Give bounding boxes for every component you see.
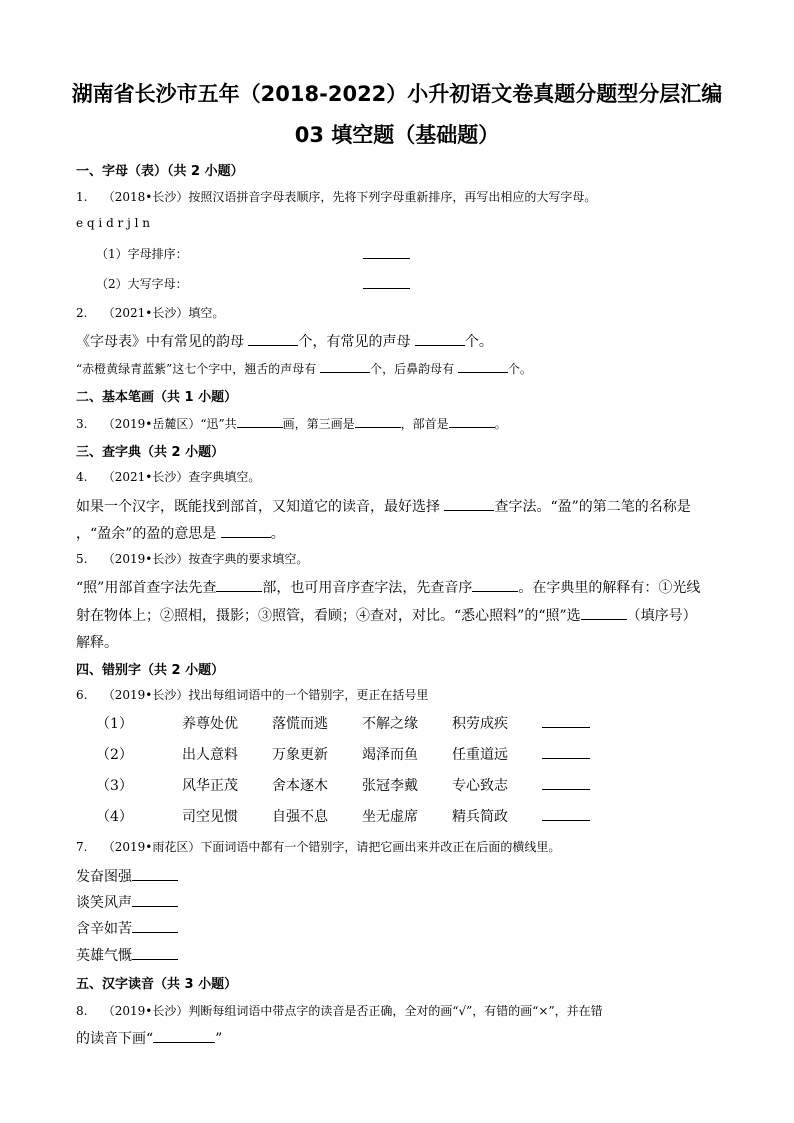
question-number: 4. xyxy=(76,470,88,484)
table-row xyxy=(96,738,590,769)
question-text: 找出每组词语中的一个错别字，更正在括号里 xyxy=(188,688,429,702)
table-row xyxy=(96,707,590,738)
text-segment: 个，后鼻韵母有 xyxy=(370,362,458,376)
section-heading-3: 三、查字典（共 2 小题） xyxy=(76,445,225,460)
text-segment: ，“盈余”的盈的意思是 xyxy=(76,526,221,542)
table-row xyxy=(96,769,590,800)
answer-blank[interactable] xyxy=(363,275,410,289)
word: 英雄气慨 xyxy=(76,948,132,964)
question-text: 填空。 xyxy=(188,306,225,320)
question-number: 2. xyxy=(76,306,88,320)
question-2-line-1 xyxy=(76,331,493,351)
question-source: （2021•长沙） xyxy=(102,306,189,320)
text-segment: 。 xyxy=(494,417,507,431)
text-segment: 画，第三画是 xyxy=(282,417,355,431)
question-source: （2019•长沙） xyxy=(102,688,189,702)
word: 万象更新 xyxy=(272,746,328,763)
answer-blank[interactable] xyxy=(581,606,627,620)
answer-blank[interactable] xyxy=(132,919,178,933)
text-segment: “照”用部首查字法先查 xyxy=(76,580,217,596)
text-segment: 的读音下画“ xyxy=(76,1031,154,1047)
answer-blank[interactable] xyxy=(542,714,590,728)
question-8 xyxy=(76,1002,603,1019)
text-segment: 《字母表》中有常见的韵母 xyxy=(76,334,249,350)
question-8-line-2 xyxy=(76,1028,222,1048)
question-1 xyxy=(76,188,596,205)
text-segment: 个，有常见的声母 xyxy=(298,334,415,350)
question-number: 8. xyxy=(76,1004,88,1018)
answer-blank[interactable] xyxy=(363,245,410,259)
question-text: 按照汉语拼音字母表顺序，先将下列字母重新排序，再写出相应的大写字母。 xyxy=(188,190,597,204)
word-item xyxy=(76,866,178,886)
row-number: （2） xyxy=(96,746,133,763)
word: 精兵简政 xyxy=(452,808,508,825)
word-groups-table xyxy=(96,707,590,831)
answer-blank[interactable] xyxy=(237,414,283,428)
row-number: （4） xyxy=(96,808,133,825)
word: 落慌而逃 xyxy=(272,715,328,732)
answer-blank[interactable] xyxy=(248,332,298,346)
question-source: （2019•雨花区） xyxy=(102,840,201,854)
word: 舍本逐木 xyxy=(272,777,328,794)
answer-blank[interactable] xyxy=(472,578,518,592)
section-heading-2: 二、基本笔画（共 1 小题） xyxy=(76,390,238,405)
answer-blank[interactable] xyxy=(449,414,495,428)
text-segment: 查字法。“盈”的第二笔的名称是 xyxy=(494,499,691,515)
text-segment: 。 xyxy=(270,526,285,542)
question-3 xyxy=(76,414,507,432)
page-title: 湖南省长沙市五年（2018-2022）小升初语文卷真题分题型分层汇编 xyxy=(71,82,723,106)
word: 积劳成疾 xyxy=(452,715,508,732)
text-segment: 。在字典里的解释有：①光线 xyxy=(518,580,701,596)
word: 任重道远 xyxy=(452,746,508,763)
answer-cell xyxy=(542,800,590,831)
question-5-line-1 xyxy=(76,577,700,597)
word: 出人意料 xyxy=(182,746,238,763)
answer-blank[interactable] xyxy=(216,578,262,592)
answer-blank[interactable] xyxy=(320,359,370,373)
section-heading-4: 四、错别字（共 2 小题） xyxy=(76,663,225,678)
question-source: （2019•岳麓区） xyxy=(102,417,201,431)
question-5 xyxy=(76,550,308,567)
text-segment: 个。 xyxy=(507,362,532,376)
table-row xyxy=(96,800,590,831)
answer-blank[interactable] xyxy=(132,893,178,907)
word: 自强不息 xyxy=(272,808,328,825)
word-item xyxy=(76,892,178,912)
row-number: （1） xyxy=(96,715,133,732)
question-number: 1. xyxy=(76,190,88,204)
question-text: 下面词语中都有一个错别字，请把它画出来并改正在后面的横线里。 xyxy=(200,840,561,854)
question-5-line-2 xyxy=(76,605,697,625)
question-source: （2019•长沙） xyxy=(102,552,189,566)
answer-blank[interactable] xyxy=(153,1029,215,1043)
question-5-line-3: 解释。 xyxy=(76,635,118,651)
question-4 xyxy=(76,468,260,485)
subquestion-label: （1）字母排序： xyxy=(96,247,188,261)
subquestion-2 xyxy=(96,275,188,292)
text-segment: ，部首是 xyxy=(400,417,449,431)
answer-blank[interactable] xyxy=(415,332,465,346)
question-text: 判断每组词语中带点字的读音是否正确，全对的画“√”，有错的画“×”，并在错 xyxy=(188,1004,603,1018)
answer-cell xyxy=(542,769,590,800)
answer-blank[interactable] xyxy=(458,359,508,373)
subquestion-label: （2）大写字母： xyxy=(96,277,188,291)
word: 不解之缘 xyxy=(362,715,418,732)
word: 专心致志 xyxy=(452,777,508,794)
text-segment: “迅”共 xyxy=(200,417,237,431)
page-subtitle: 03 填空题（基础题） xyxy=(294,123,500,147)
question-2-line-2 xyxy=(76,359,532,377)
word: 竭泽而鱼 xyxy=(362,746,418,763)
question-number: 7. xyxy=(76,840,88,854)
text-segment: 如果一个汉字，既能找到部首，又知道它的读音，最好选择 xyxy=(76,499,445,515)
letters-list: e q i d r j l n xyxy=(76,216,151,230)
question-7 xyxy=(76,838,560,855)
question-text: 查字典填空。 xyxy=(188,470,261,484)
question-number: 6. xyxy=(76,688,88,702)
question-source: （2019•长沙） xyxy=(102,1004,189,1018)
word-item xyxy=(76,945,178,965)
answer-blank[interactable] xyxy=(542,807,590,821)
answer-blank[interactable] xyxy=(355,414,401,428)
answer-blank[interactable] xyxy=(444,497,494,511)
answer-blank[interactable] xyxy=(132,946,178,960)
word: 发奋图强 xyxy=(76,869,132,885)
question-2 xyxy=(76,304,224,321)
text-segment: ” xyxy=(215,1031,223,1047)
row-number: （3） xyxy=(96,777,133,794)
text-segment: （填序号） xyxy=(626,608,697,624)
answer-blank[interactable] xyxy=(542,776,590,790)
answer-cell xyxy=(542,707,590,738)
text-segment: 个。 xyxy=(464,334,493,350)
question-4-line-2 xyxy=(76,523,285,543)
question-source: （2021•长沙） xyxy=(102,470,189,484)
question-6 xyxy=(76,686,428,703)
question-number: 5. xyxy=(76,552,88,566)
text-segment: 射在物体上；②照相，摄影；③照管，看顾；④查对，对比。“悉心照料”的“照”选 xyxy=(76,608,581,624)
question-source: （2018•长沙） xyxy=(102,190,189,204)
answer-blank[interactable] xyxy=(542,745,590,759)
word: 风华正茂 xyxy=(182,777,238,794)
question-4-line-1 xyxy=(76,496,691,516)
word: 张冠李戴 xyxy=(362,777,418,794)
word: 坐无虚席 xyxy=(362,808,418,825)
section-heading-1: 一、字母（表）（共 2 小题） xyxy=(76,164,244,179)
subquestion-1 xyxy=(96,245,188,262)
word: 谈笑风声 xyxy=(76,895,132,911)
answer-blank[interactable] xyxy=(132,867,178,881)
question-number: 3. xyxy=(76,417,88,431)
word-item xyxy=(76,918,178,938)
text-segment: “赤橙黄绿青蓝紫”这七个字中，翘舌的声母有 xyxy=(76,362,321,376)
word: 养尊处优 xyxy=(182,715,238,732)
question-text: 按查字典的要求填空。 xyxy=(188,552,309,566)
section-heading-5: 五、汉字读音（共 3 小题） xyxy=(76,977,238,992)
answer-blank[interactable] xyxy=(221,524,271,538)
word: 含辛如苦 xyxy=(76,921,132,937)
answer-cell xyxy=(542,738,590,769)
word: 司空见惯 xyxy=(182,808,238,825)
text-segment: 部，也可用音序查字法，先查音序 xyxy=(262,580,473,596)
